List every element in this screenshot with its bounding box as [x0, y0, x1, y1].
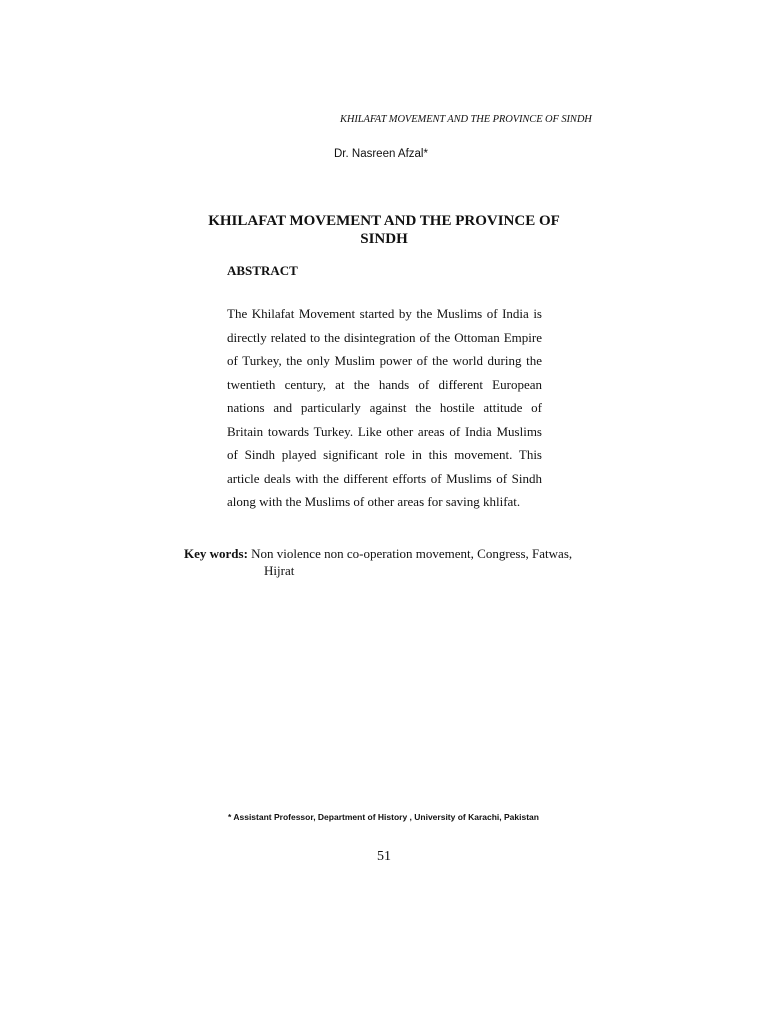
- article-title-line-1: KHILAFAT MOVEMENT AND THE PROVINCE OF: [208, 213, 560, 229]
- abstract-line: The Khilafat Movement started by the Muslims of India is: [227, 306, 542, 321]
- abstract-line: twentieth century, at the hands of different European: [227, 376, 542, 392]
- author-name: Dr. Nasreen Afzal*: [334, 148, 428, 160]
- keywords-line-2: Hijrat: [264, 563, 295, 578]
- running-head: KHILAFAT MOVEMENT AND THE PROVINCE OF SINDH: [340, 114, 592, 125]
- article-title-line-2: SINDH: [360, 231, 408, 247]
- page-number: 51: [377, 849, 391, 864]
- abstract-line: article deals with the different efforts of Muslims of Sindh: [227, 470, 542, 486]
- abstract-line: of Sindh played significant role in this movement. This: [227, 447, 542, 462]
- keywords-label: Key words:: [184, 546, 248, 561]
- keywords-line-1: Non violence non co-operation movement, Congress, Fatwas,: [251, 546, 573, 561]
- abstract-line: along with the Muslims of other areas for saving khlifat.: [227, 494, 521, 509]
- footnote: * Assistant Professor, Department of History , University of Karachi, Pakistan: [228, 812, 539, 822]
- abstract-heading: ABSTRACT: [227, 263, 298, 278]
- abstract-line: of Turkey, the only Muslim power of the world during the: [227, 353, 542, 368]
- abstract-line: Britain towards Turkey. Like other areas of India Muslims: [227, 423, 542, 439]
- abstract-line: nations and particularly against the hostile attitude of: [227, 400, 542, 415]
- abstract-body: [227, 302, 542, 514]
- article-title: [190, 212, 578, 248]
- abstract-line: directly related to the disintegration of the Ottoman Empire: [227, 329, 542, 345]
- keywords: [184, 545, 584, 579]
